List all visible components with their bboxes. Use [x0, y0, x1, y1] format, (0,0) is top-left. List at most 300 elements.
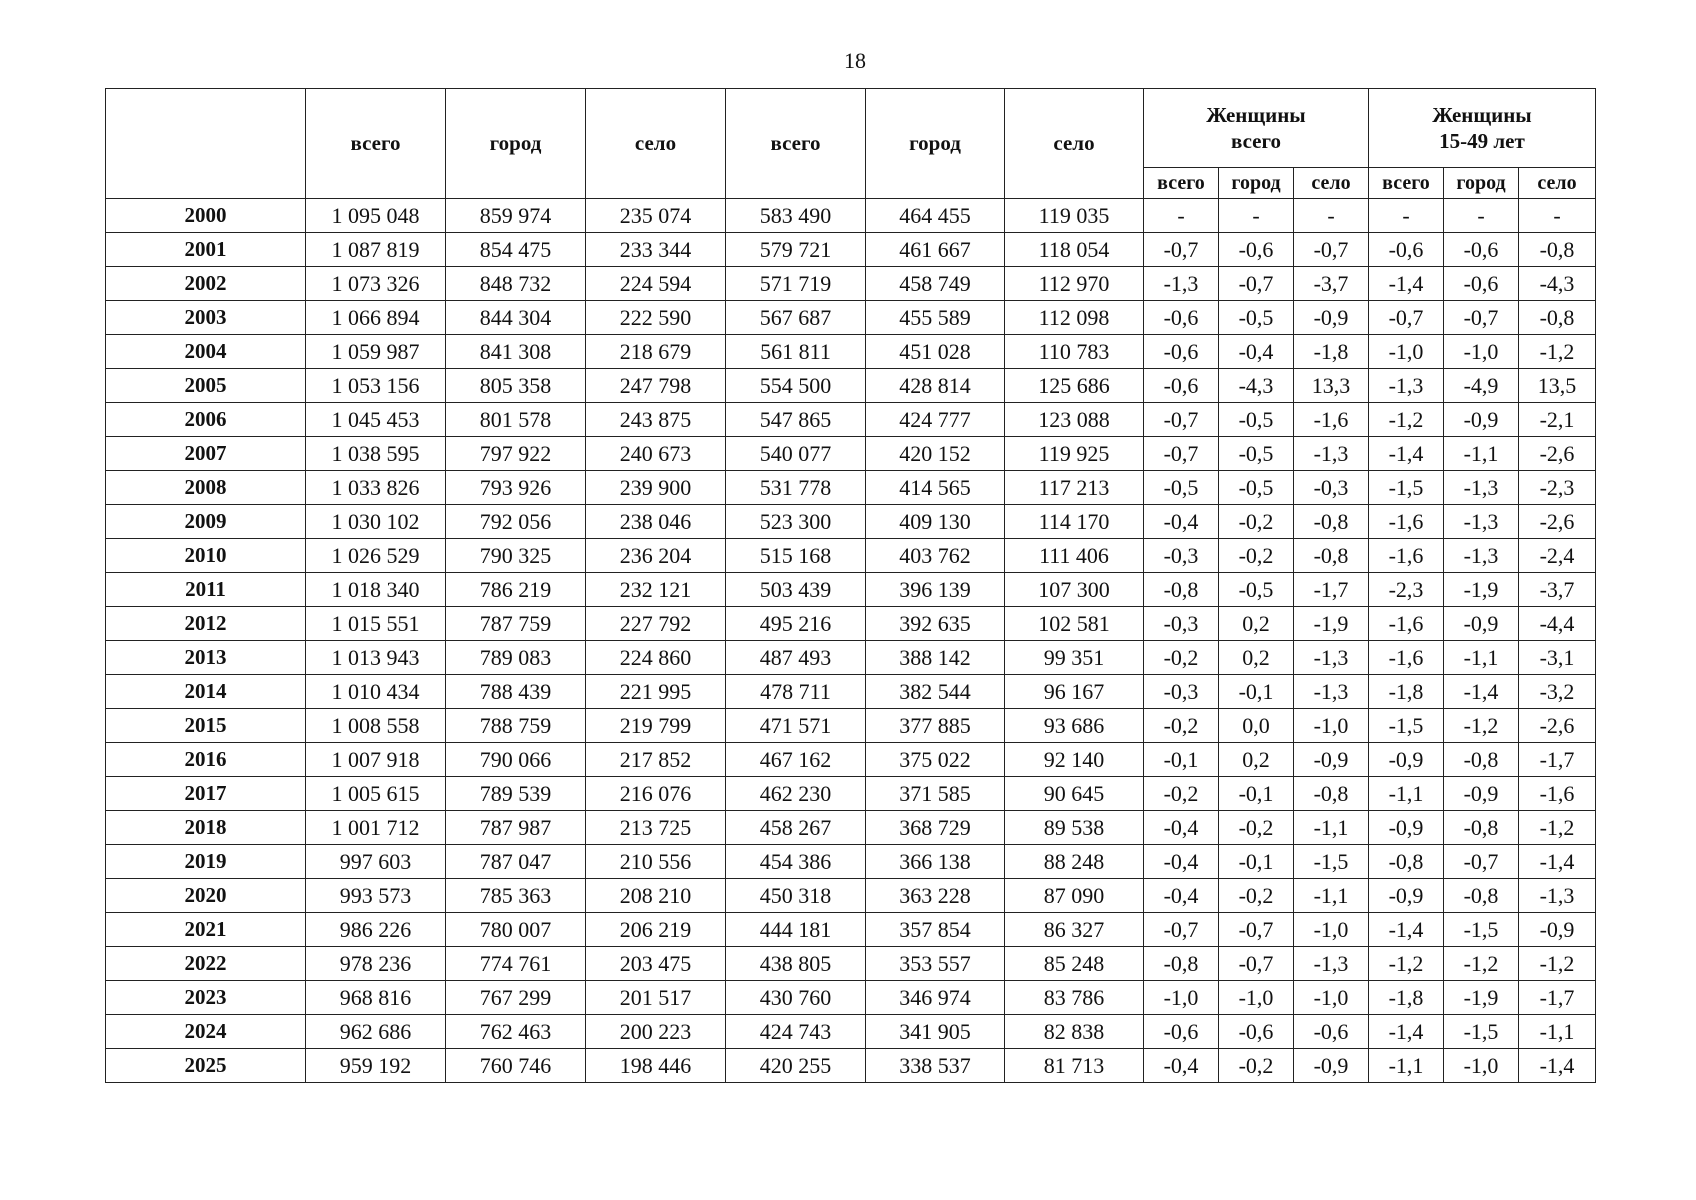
header-group-women-15-49-line1: Женщины: [1432, 103, 1532, 127]
table-cell: -0,9: [1444, 777, 1519, 811]
table-row: [106, 913, 1596, 947]
table-cell: 767 299: [446, 981, 586, 1015]
table-cell: -: [1219, 199, 1294, 233]
table-cell: -0,7: [1444, 845, 1519, 879]
table-cell: -3,7: [1294, 267, 1369, 301]
table-cell: 396 139: [866, 573, 1005, 607]
table-cell: -1,3: [1294, 675, 1369, 709]
table-row: [106, 709, 1596, 743]
table-cell: -0,2: [1219, 879, 1294, 913]
table-cell: -1,2: [1444, 709, 1519, 743]
table-cell: -0,5: [1219, 471, 1294, 505]
table-row: [106, 539, 1596, 573]
table-cell: -0,2: [1144, 709, 1219, 743]
table-cell: 224 594: [586, 267, 726, 301]
table-cell: -1,7: [1519, 743, 1596, 777]
table-cell: -: [1444, 199, 1519, 233]
table-cell: 968 816: [306, 981, 446, 1015]
table-cell: 495 216: [726, 607, 866, 641]
row-year-cell: 2016: [106, 743, 306, 777]
table-cell: 424 777: [866, 403, 1005, 437]
table-cell: -3,7: [1519, 573, 1596, 607]
table-cell: 1 059 987: [306, 335, 446, 369]
header-group-women-15-49: [1369, 89, 1596, 168]
table-cell: 85 248: [1005, 947, 1144, 981]
table-cell: 774 761: [446, 947, 586, 981]
table-row: [106, 811, 1596, 845]
table-cell: -1,9: [1444, 981, 1519, 1015]
table-cell: -1,1: [1519, 1015, 1596, 1049]
table-cell: 111 406: [1005, 539, 1144, 573]
table-cell: -0,6: [1444, 267, 1519, 301]
table-cell: -0,1: [1219, 845, 1294, 879]
table-cell: -0,2: [1219, 539, 1294, 573]
table-cell: -1,9: [1294, 607, 1369, 641]
table-cell: 1 001 712: [306, 811, 446, 845]
table-cell: -1,2: [1444, 947, 1519, 981]
row-year-cell: 2007: [106, 437, 306, 471]
table-cell: 762 463: [446, 1015, 586, 1049]
table-cell: -0,6: [1219, 1015, 1294, 1049]
table-cell: 844 304: [446, 301, 586, 335]
table-cell: 210 556: [586, 845, 726, 879]
row-year-cell: 2006: [106, 403, 306, 437]
table-cell: -1,2: [1519, 335, 1596, 369]
table-cell: 450 318: [726, 879, 866, 913]
table-cell: 1 053 156: [306, 369, 446, 403]
table-cell: -1,1: [1444, 641, 1519, 675]
header-col-village-1: село: [586, 89, 726, 199]
table-cell: 841 308: [446, 335, 586, 369]
subheader-village: село: [1294, 168, 1369, 199]
table-cell: -1,4: [1519, 845, 1596, 879]
table-cell: -1,5: [1444, 1015, 1519, 1049]
table-cell: 224 860: [586, 641, 726, 675]
table-cell: 338 537: [866, 1049, 1005, 1083]
table-cell: -0,4: [1144, 811, 1219, 845]
row-year-cell: 2024: [106, 1015, 306, 1049]
table-cell: 785 363: [446, 879, 586, 913]
table-cell: -1,1: [1369, 1049, 1444, 1083]
table-cell: -0,8: [1444, 879, 1519, 913]
table-cell: -0,7: [1144, 233, 1219, 267]
table-cell: 119 035: [1005, 199, 1144, 233]
table-cell: 454 386: [726, 845, 866, 879]
table-cell: 213 725: [586, 811, 726, 845]
table-cell: 118 054: [1005, 233, 1144, 267]
table-cell: 346 974: [866, 981, 1005, 1015]
table-cell: -1,0: [1294, 913, 1369, 947]
table-cell: 89 538: [1005, 811, 1144, 845]
row-year-cell: 2011: [106, 573, 306, 607]
table-cell: 451 028: [866, 335, 1005, 369]
table-cell: -0,8: [1294, 539, 1369, 573]
table-cell: -1,3: [1294, 641, 1369, 675]
header-group-women-15-49-line2: 15-49 лет: [1439, 129, 1525, 153]
row-year-cell: 2017: [106, 777, 306, 811]
table-cell: -2,3: [1369, 573, 1444, 607]
table-cell: 125 686: [1005, 369, 1144, 403]
table-cell: -0,6: [1369, 233, 1444, 267]
table-cell: -0,6: [1144, 369, 1219, 403]
table-cell: 240 673: [586, 437, 726, 471]
table-cell: -1,6: [1369, 505, 1444, 539]
table-cell: 0,2: [1219, 607, 1294, 641]
table-cell: 366 138: [866, 845, 1005, 879]
table-cell: 375 022: [866, 743, 1005, 777]
table-cell: 81 713: [1005, 1049, 1144, 1083]
table-cell: -1,6: [1369, 641, 1444, 675]
table-cell: -1,5: [1369, 709, 1444, 743]
table-row: [106, 845, 1596, 879]
table-cell: 233 344: [586, 233, 726, 267]
table-cell: -0,7: [1144, 437, 1219, 471]
table-cell: -0,8: [1294, 777, 1369, 811]
header-group-women-total-line1: Женщины: [1206, 103, 1306, 127]
table-cell: 1 007 918: [306, 743, 446, 777]
table-cell: -1,3: [1444, 539, 1519, 573]
table-cell: -0,1: [1144, 743, 1219, 777]
subheader-village: село: [1519, 168, 1596, 199]
table-cell: -0,5: [1144, 471, 1219, 505]
table-cell: 1 018 340: [306, 573, 446, 607]
table-row: [106, 743, 1596, 777]
table-cell: -0,6: [1219, 233, 1294, 267]
header-col-total-2: всего: [726, 89, 866, 199]
table-cell: 790 325: [446, 539, 586, 573]
table-cell: 82 838: [1005, 1015, 1144, 1049]
table-cell: -0,6: [1444, 233, 1519, 267]
table-cell: 0,2: [1219, 743, 1294, 777]
page-number: 18: [844, 48, 866, 73]
table-cell: -0,7: [1144, 913, 1219, 947]
table-row: [106, 505, 1596, 539]
table-cell: 203 475: [586, 947, 726, 981]
table-row: [106, 607, 1596, 641]
table-cell: 409 130: [866, 505, 1005, 539]
table-cell: -1,3: [1369, 369, 1444, 403]
table-cell: -1,9: [1444, 573, 1519, 607]
table-cell: 219 799: [586, 709, 726, 743]
table-cell: -0,5: [1219, 437, 1294, 471]
table-cell: -0,8: [1519, 233, 1596, 267]
table-cell: -0,5: [1219, 573, 1294, 607]
table-cell: -0,4: [1144, 505, 1219, 539]
table-cell: 430 760: [726, 981, 866, 1015]
table-cell: -1,7: [1294, 573, 1369, 607]
table-cell: 583 490: [726, 199, 866, 233]
table-cell: 854 475: [446, 233, 586, 267]
table-cell: 786 219: [446, 573, 586, 607]
table-cell: 531 778: [726, 471, 866, 505]
table-cell: 487 493: [726, 641, 866, 675]
table-cell: -0,7: [1219, 947, 1294, 981]
table-cell: 341 905: [866, 1015, 1005, 1049]
table-cell: -0,4: [1144, 845, 1219, 879]
table-cell: 243 875: [586, 403, 726, 437]
table-cell: -1,2: [1369, 947, 1444, 981]
table-cell: 1 008 558: [306, 709, 446, 743]
table-row: [106, 233, 1596, 267]
table-cell: -0,6: [1144, 301, 1219, 335]
table-cell: 1 015 551: [306, 607, 446, 641]
table-cell: 114 170: [1005, 505, 1144, 539]
table-cell: -1,4: [1369, 913, 1444, 947]
row-year-cell: 2013: [106, 641, 306, 675]
table-cell: 388 142: [866, 641, 1005, 675]
table-cell: 1 073 326: [306, 267, 446, 301]
table-cell: 1 010 434: [306, 675, 446, 709]
table-cell: -0,9: [1294, 301, 1369, 335]
table-cell: 92 140: [1005, 743, 1144, 777]
table-cell: 392 635: [866, 607, 1005, 641]
table-cell: -1,4: [1369, 437, 1444, 471]
table-cell: -1,3: [1294, 947, 1369, 981]
table-cell: 222 590: [586, 301, 726, 335]
table-cell: -0,2: [1144, 641, 1219, 675]
table-cell: 515 168: [726, 539, 866, 573]
table-row: [106, 437, 1596, 471]
table-cell: 216 076: [586, 777, 726, 811]
table-cell: -1,0: [1444, 1049, 1519, 1083]
table-cell: -: [1519, 199, 1596, 233]
table-cell: 579 721: [726, 233, 866, 267]
table-cell: 0,0: [1219, 709, 1294, 743]
table-cell: 403 762: [866, 539, 1005, 573]
table-cell: 232 121: [586, 573, 726, 607]
table-cell: -0,9: [1519, 913, 1596, 947]
subheader-total: всего: [1144, 168, 1219, 199]
table-cell: 438 805: [726, 947, 866, 981]
table-cell: -4,3: [1219, 369, 1294, 403]
subheader-city: город: [1219, 168, 1294, 199]
table-cell: 458 267: [726, 811, 866, 845]
table-cell: 420 255: [726, 1049, 866, 1083]
table-cell: 462 230: [726, 777, 866, 811]
table-cell: -0,9: [1444, 403, 1519, 437]
table-cell: 1 045 453: [306, 403, 446, 437]
table-cell: 0,2: [1219, 641, 1294, 675]
table-cell: 801 578: [446, 403, 586, 437]
row-year-cell: 2000: [106, 199, 306, 233]
row-year-cell: 2003: [106, 301, 306, 335]
table-cell: 357 854: [866, 913, 1005, 947]
table-cell: 554 500: [726, 369, 866, 403]
row-year-cell: 2010: [106, 539, 306, 573]
row-year-cell: 2002: [106, 267, 306, 301]
table-cell: -1,6: [1519, 777, 1596, 811]
table-row: [106, 1049, 1596, 1083]
table-cell: 382 544: [866, 675, 1005, 709]
header-group-women-total: [1144, 89, 1369, 168]
table-cell: -0,8: [1144, 947, 1219, 981]
table-cell: 792 056: [446, 505, 586, 539]
table-cell: 464 455: [866, 199, 1005, 233]
row-year-cell: 2015: [106, 709, 306, 743]
table-cell: -0,7: [1219, 267, 1294, 301]
table-cell: 788 759: [446, 709, 586, 743]
table-cell: -1,4: [1519, 1049, 1596, 1083]
header-col-city-1: город: [446, 89, 586, 199]
header-col-total-1: всего: [306, 89, 446, 199]
table-row: [106, 879, 1596, 913]
table-cell: 117 213: [1005, 471, 1144, 505]
table-cell: -4,9: [1444, 369, 1519, 403]
table-cell: 221 995: [586, 675, 726, 709]
table-row: [106, 199, 1596, 233]
table-cell: -1,0: [1444, 335, 1519, 369]
table-cell: -0,7: [1369, 301, 1444, 335]
table-cell: 859 974: [446, 199, 586, 233]
table-cell: -0,6: [1294, 1015, 1369, 1049]
table-header: [106, 89, 1596, 199]
table-cell: -0,3: [1144, 539, 1219, 573]
table-cell: 353 557: [866, 947, 1005, 981]
table-body: [106, 199, 1596, 1083]
table-cell: 787 047: [446, 845, 586, 879]
table-cell: -1,0: [1369, 335, 1444, 369]
table-row: [106, 641, 1596, 675]
table-cell: -0,5: [1219, 403, 1294, 437]
row-year-cell: 2023: [106, 981, 306, 1015]
table-cell: 208 210: [586, 879, 726, 913]
table-cell: 201 517: [586, 981, 726, 1015]
table-cell: 571 719: [726, 267, 866, 301]
table-cell: 93 686: [1005, 709, 1144, 743]
table-cell: -1,5: [1294, 845, 1369, 879]
table-cell: 444 181: [726, 913, 866, 947]
table-cell: 96 167: [1005, 675, 1144, 709]
table-cell: 13,5: [1519, 369, 1596, 403]
table-cell: 371 585: [866, 777, 1005, 811]
table-cell: -1,6: [1369, 607, 1444, 641]
table-cell: -0,2: [1219, 811, 1294, 845]
table-cell: -0,9: [1369, 811, 1444, 845]
table-cell: 198 446: [586, 1049, 726, 1083]
table-cell: -1,0: [1294, 709, 1369, 743]
table-cell: 547 865: [726, 403, 866, 437]
table-cell: 1 026 529: [306, 539, 446, 573]
table-row: [106, 267, 1596, 301]
table-cell: 1 038 595: [306, 437, 446, 471]
table-cell: 540 077: [726, 437, 866, 471]
table-cell: 848 732: [446, 267, 586, 301]
table-cell: 790 066: [446, 743, 586, 777]
table-cell: -0,7: [1444, 301, 1519, 335]
table-cell: 787 759: [446, 607, 586, 641]
row-year-cell: 2022: [106, 947, 306, 981]
table-cell: -0,9: [1294, 743, 1369, 777]
table-cell: -1,6: [1294, 403, 1369, 437]
table-cell: -0,8: [1294, 505, 1369, 539]
row-year-cell: 2005: [106, 369, 306, 403]
table-cell: -0,9: [1369, 743, 1444, 777]
table-cell: -2,6: [1519, 505, 1596, 539]
table-cell: 1 095 048: [306, 199, 446, 233]
table-cell: -0,1: [1219, 777, 1294, 811]
table-cell: -1,3: [1444, 505, 1519, 539]
table-cell: 88 248: [1005, 845, 1144, 879]
table-cell: 107 300: [1005, 573, 1144, 607]
row-year-cell: 2012: [106, 607, 306, 641]
table-cell: 461 667: [866, 233, 1005, 267]
table-cell: -0,6: [1144, 1015, 1219, 1049]
table-row: [106, 947, 1596, 981]
table-cell: 428 814: [866, 369, 1005, 403]
table-cell: -1,5: [1444, 913, 1519, 947]
table-cell: 102 581: [1005, 607, 1144, 641]
table-cell: 236 204: [586, 539, 726, 573]
table-cell: -0,8: [1444, 743, 1519, 777]
table-cell: 993 573: [306, 879, 446, 913]
table-cell: 1 033 826: [306, 471, 446, 505]
table-cell: -1,8: [1369, 675, 1444, 709]
table-row: [106, 301, 1596, 335]
header-group-women-total-line2: всего: [1230, 129, 1281, 153]
row-year-cell: 2020: [106, 879, 306, 913]
table-cell: 99 351: [1005, 641, 1144, 675]
table-cell: 780 007: [446, 913, 586, 947]
table-cell: -0,8: [1144, 573, 1219, 607]
table-cell: 1 087 819: [306, 233, 446, 267]
table-cell: 218 679: [586, 335, 726, 369]
table-cell: 503 439: [726, 573, 866, 607]
table-row: [106, 573, 1596, 607]
table-cell: -2,3: [1519, 471, 1596, 505]
table-cell: -4,3: [1519, 267, 1596, 301]
table-cell: -1,2: [1369, 403, 1444, 437]
table-cell: -3,1: [1519, 641, 1596, 675]
subheader-total: всего: [1369, 168, 1444, 199]
table-cell: 478 711: [726, 675, 866, 709]
table-cell: 797 922: [446, 437, 586, 471]
table-cell: -0,8: [1444, 811, 1519, 845]
row-year-cell: 2001: [106, 233, 306, 267]
table-cell: 90 645: [1005, 777, 1144, 811]
table-cell: -0,7: [1144, 403, 1219, 437]
table-cell: -1,4: [1369, 267, 1444, 301]
table-cell: 119 925: [1005, 437, 1144, 471]
table-cell: -0,8: [1369, 845, 1444, 879]
table-cell: 424 743: [726, 1015, 866, 1049]
table-cell: -1,6: [1369, 539, 1444, 573]
table-cell: -2,6: [1519, 709, 1596, 743]
table-cell: -1,3: [1144, 267, 1219, 301]
table-cell: -1,1: [1369, 777, 1444, 811]
table-cell: 789 539: [446, 777, 586, 811]
table-row: [106, 369, 1596, 403]
table-cell: -2,4: [1519, 539, 1596, 573]
table-cell: 363 228: [866, 879, 1005, 913]
table-cell: 206 219: [586, 913, 726, 947]
table-cell: 760 746: [446, 1049, 586, 1083]
table-cell: 420 152: [866, 437, 1005, 471]
header-col-city-2: город: [866, 89, 1005, 199]
table-cell: 200 223: [586, 1015, 726, 1049]
table-cell: -0,4: [1144, 1049, 1219, 1083]
table-cell: -4,4: [1519, 607, 1596, 641]
table-cell: 368 729: [866, 811, 1005, 845]
row-year-cell: 2009: [106, 505, 306, 539]
table-cell: 567 687: [726, 301, 866, 335]
table-cell: -1,5: [1369, 471, 1444, 505]
table-cell: -1,3: [1294, 437, 1369, 471]
table-cell: 959 192: [306, 1049, 446, 1083]
table-cell: -1,3: [1444, 471, 1519, 505]
table-cell: 112 098: [1005, 301, 1144, 335]
table-cell: 1 013 943: [306, 641, 446, 675]
table-cell: 86 327: [1005, 913, 1144, 947]
